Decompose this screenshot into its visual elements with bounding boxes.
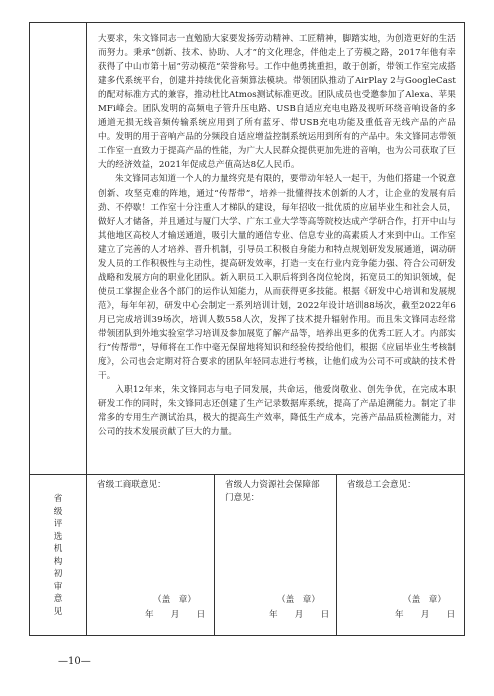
- trade-union-date: 年 月 日: [395, 610, 456, 620]
- paragraph-3: [98, 383, 456, 439]
- trade-union-seal: （盖 章）: [403, 595, 446, 605]
- commerce-federation-opinion: [86, 475, 214, 636]
- trade-union-head: 省级总工会意见：: [347, 480, 416, 490]
- commerce-federation-date: 年 月 日: [145, 610, 206, 620]
- hr-social-security-head: 省级人力资源社会保障部门意见：: [225, 480, 320, 503]
- paragraph-2-text: 朱文锋同志知道一个人的力量终究是有限的，要带动年轻人一起干，为他们搭建一个锐意创新、攻坚克难的阵地，通过“传帮带”，培养一批懂得技术创新的人才，让企业的发展有后劲、不停歇！工作室十分注重人才梯队的建设，每年招收一批优质的应届毕业生和社会人员，做好人才储备，并且通过与厦门大学、广东工业大学等高等院校达成产学研合作，打开中山与其他地区高校人才输送通道，吸引大量的通信专业、信息专业的高素质人才来到中山。工作室建立了完善的人才培养、晋升机制，引导员工积极自身能力和特点规划研发发展通道，调动研发人员的工作积极性与主动性，提高研发效率，打造一支在行业内竞争能力强、符合公司研发战略和发展方向的职业化团队。新入职员工入职后将到各岗位轮岗，拓宽员工的知识领域，促使员工掌握企业各个部门的运作认知能力，从而获得更多技能。根据《研发中心培训和发展规范》，每年年初，研发中心会制定一系列培训计划，2022年设计培训88场次，截至2022年6月已完成培训39场次，培训人数558人次，发挥了技术提升辐射作用。而且朱文锋同志经常带领团队到外地实验室学习培训及参加展览了解产品等，培养出更多的优秀工匠人才。内部实行“传帮带”，导师将在工作中毫无保留地将知识和经验传授给他们，根据《应届毕业生考核制度》，公司也会定期对符合要求的团队年轻同志进行考核，让他们成为公司不可或缺的技术骨干。: [98, 174, 456, 382]
- review-label: [54, 493, 63, 618]
- paragraph-1: 大要求，朱文锋同志一直勉励大家要发扬劳动精神、工匠精神，脚踏实地，为创造更好的生活而努力。秉承“创新、技术、协助、人才”的文化理念，伴他走上了劳模之路，2017年他有幸获得了中山市第十届”劳动模范“荣誉称号。工作中他勇挑重担，敢于创新，带领工作室完成搭建多代系统平台，创建并持续优化音频算法模块。带领团队推动了AirPlay 2与GoogleCast的配对标准方式的兼容，推动杜比Atmos测试标准更改。团队成员也受邀参加了Alexa、苹果MFi峰会。团队发明的高频电子管升压电路、USB自适应充电电路及视听环绕音响设备的多通道无损无线音频传输系统应用到了所有蓝牙、带USB充电功能及重低音无线产品的产品中。发明的用于音响产品的分频段自适应增益控制系统运用到所有的产品中。朱文锋同志带领工作室一直致力于提高产品的性能，为广大人民群众提供更加先进的音响，也为公司获取了巨大的经济效益，2021年促成总产值高达8亿人民币。: [98, 34, 456, 171]
- hr-social-security-seal: （盖 章）: [277, 595, 320, 605]
- review-label-cell: [30, 475, 86, 636]
- commerce-federation-seal: （盖 章）: [153, 595, 196, 605]
- review-label-char: 意: [53, 594, 63, 604]
- review-label-char: 见: [53, 606, 63, 617]
- paragraph-3-text: 入职12年来，朱文锋同志与电子同发展，共命运，他爱岗敬业、创先争优，在完成本职研发工作的同时，朱文锋同志还创建了生产记录数据库系统，提高了产品追溯能力。制定了非常多的专用生产测试治具，极大的提高生产效率，降低生产成本，完善产品品质检测能力，对公司的技术发展贡献了巨大的力量。: [98, 385, 456, 438]
- review-label-char: 构: [53, 556, 63, 567]
- paragraph-2: [98, 172, 456, 383]
- hr-social-security-opinion: [214, 475, 336, 636]
- review-label-char: 选: [53, 531, 63, 542]
- review-label-char: 评: [53, 519, 63, 529]
- application-form: [29, 22, 465, 636]
- review-section: [30, 474, 464, 636]
- review-label-char: 级: [53, 506, 63, 517]
- narrative-cell: [86, 23, 464, 474]
- commerce-federation-head: 省级工商联意见：: [97, 480, 166, 490]
- review-label-char: 机: [53, 544, 63, 554]
- hr-social-security-date: 年 月 日: [269, 610, 330, 620]
- review-label-char: 初: [53, 569, 63, 579]
- page-number: —10—: [58, 656, 91, 667]
- trade-union-opinion: [336, 475, 464, 636]
- review-label-char: 省: [53, 494, 63, 504]
- review-label-char: 审: [53, 581, 63, 592]
